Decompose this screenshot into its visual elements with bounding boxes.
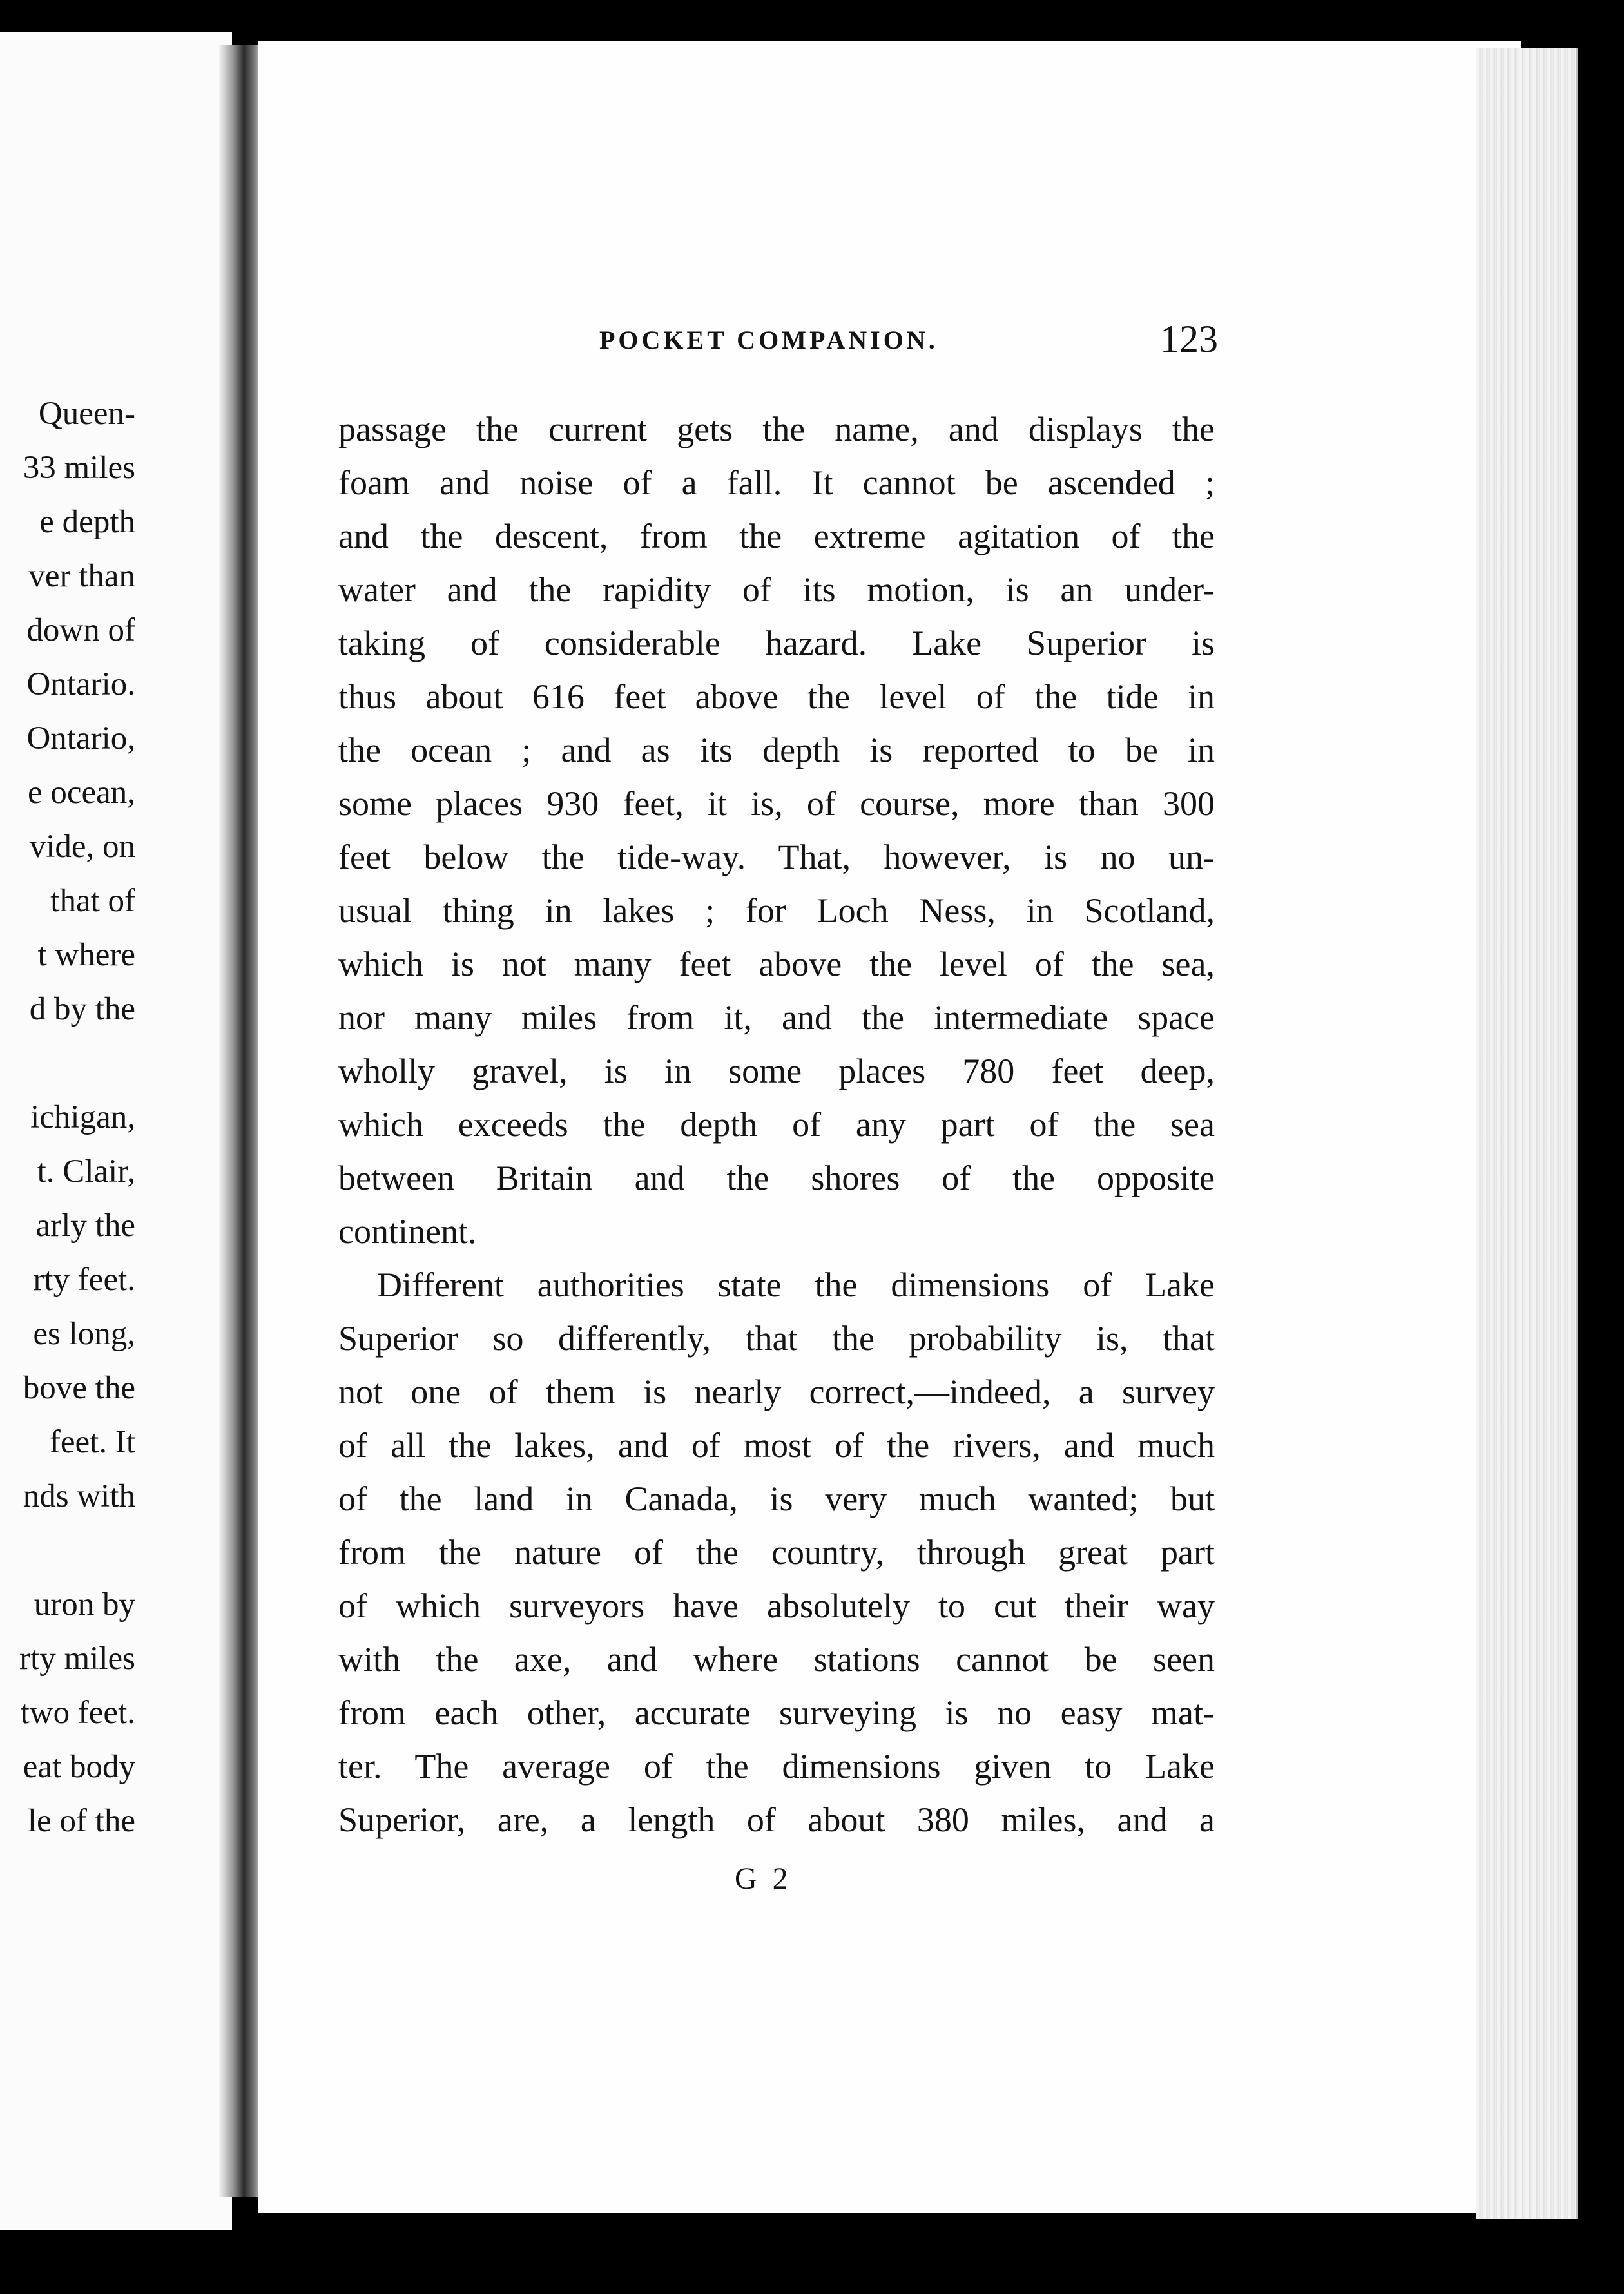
text-line: and the descent, from the extreme agitation of the [338, 517, 1215, 555]
text-line: from each other, accurate surveying is no easy mat- [338, 1693, 1215, 1732]
text-line: water and the rapidity of its motion, is an under- [338, 570, 1215, 609]
left-line: Queen- [38, 396, 135, 432]
text-line: nor many miles from it, and the intermediate space [338, 998, 1215, 1037]
left-line: Ontario, [26, 720, 135, 757]
text-line: Superior so differently, that the probability is, that [338, 1319, 1215, 1358]
text-line: usual thing in lakes ; for Loch Ness, in Scotland, [338, 891, 1215, 930]
text-line: wholly gravel, is in some places 780 feet deep, [338, 1052, 1215, 1090]
text-line: ter. The average of the dimensions given to Lake [338, 1747, 1215, 1786]
text-line: foam and noise of a fall. It cannot be ascended ; [338, 463, 1215, 502]
text-line: some places 930 feet, it is, of course, more than 300 [338, 784, 1215, 823]
text-line: taking of considerable hazard. Lake Superior is [338, 624, 1215, 662]
page-edges [1476, 48, 1578, 2219]
left-line: t. Clair, [37, 1153, 135, 1190]
text-line: passage the current gets the name, and displays the [338, 410, 1215, 448]
running-title: POCKET COMPANION. [599, 325, 938, 354]
left-line [19, 1036, 135, 1090]
left-line: ver than [28, 558, 135, 594]
text-line: thus about 616 feet above the level of the tide in [338, 677, 1215, 716]
left-line: le of the [27, 1803, 135, 1839]
text-line: of which surveyors have absolutely to cut their way [338, 1586, 1215, 1625]
left-line: e ocean, [27, 775, 135, 811]
text-line: which exceeds the depth of any part of the sea [338, 1105, 1215, 1144]
text-line: Superior, are, a length of about 380 miles, and a [338, 1800, 1215, 1839]
text-line: not one of them is nearly correct,—indeed, a survey [338, 1373, 1215, 1411]
text-line: between Britain and the shores of the opposite [338, 1159, 1215, 1197]
left-line: down of [26, 612, 135, 648]
left-line: vide, on [29, 829, 135, 865]
left-line: Ontario. [26, 666, 135, 702]
text-line: of the land in Canada, is very much wanted; but [338, 1480, 1215, 1518]
left-line: ichigan, [30, 1099, 135, 1135]
text-line: of all the lakes, and of most of the rivers, and much [338, 1426, 1215, 1465]
left-line: arly the [35, 1208, 135, 1244]
left-page-text [19, 387, 135, 1848]
left-line: rty feet. [33, 1262, 135, 1298]
left-line: feet. It [49, 1424, 135, 1460]
left-line: es long, [33, 1316, 135, 1352]
text-line: the ocean ; and as its depth is reported to be in [338, 731, 1215, 769]
left-line: e depth [39, 504, 135, 540]
text-line: from the nature of the country, through great part [338, 1533, 1215, 1572]
text-line: with the axe, and where stations cannot be seen [338, 1640, 1215, 1679]
left-line: 33 miles [23, 450, 135, 486]
left-page [0, 32, 232, 2230]
signature-mark: G 2 [735, 1862, 792, 1896]
left-line: uron by [34, 1586, 135, 1623]
text-line: Different authorities state the dimensions of Lake [377, 1266, 1215, 1304]
left-line: rty miles [19, 1641, 135, 1677]
body-text [338, 403, 1215, 1847]
left-line: bove the [23, 1370, 135, 1406]
text-line: continent. [338, 1212, 477, 1251]
left-line: eat body [23, 1749, 135, 1785]
left-line: nds with [23, 1478, 135, 1514]
page-number: 123 [1160, 318, 1218, 360]
left-line: that of [50, 883, 135, 919]
left-line [19, 1523, 135, 1577]
text-line: feet below the tide-way. That, however, is no un- [338, 838, 1215, 876]
running-head [599, 317, 1218, 369]
left-line: t where [37, 937, 135, 973]
left-line: d by the [29, 991, 135, 1027]
text-line: which is not many feet above the level of the sea, [338, 945, 1215, 983]
left-line: two feet. [20, 1695, 135, 1731]
